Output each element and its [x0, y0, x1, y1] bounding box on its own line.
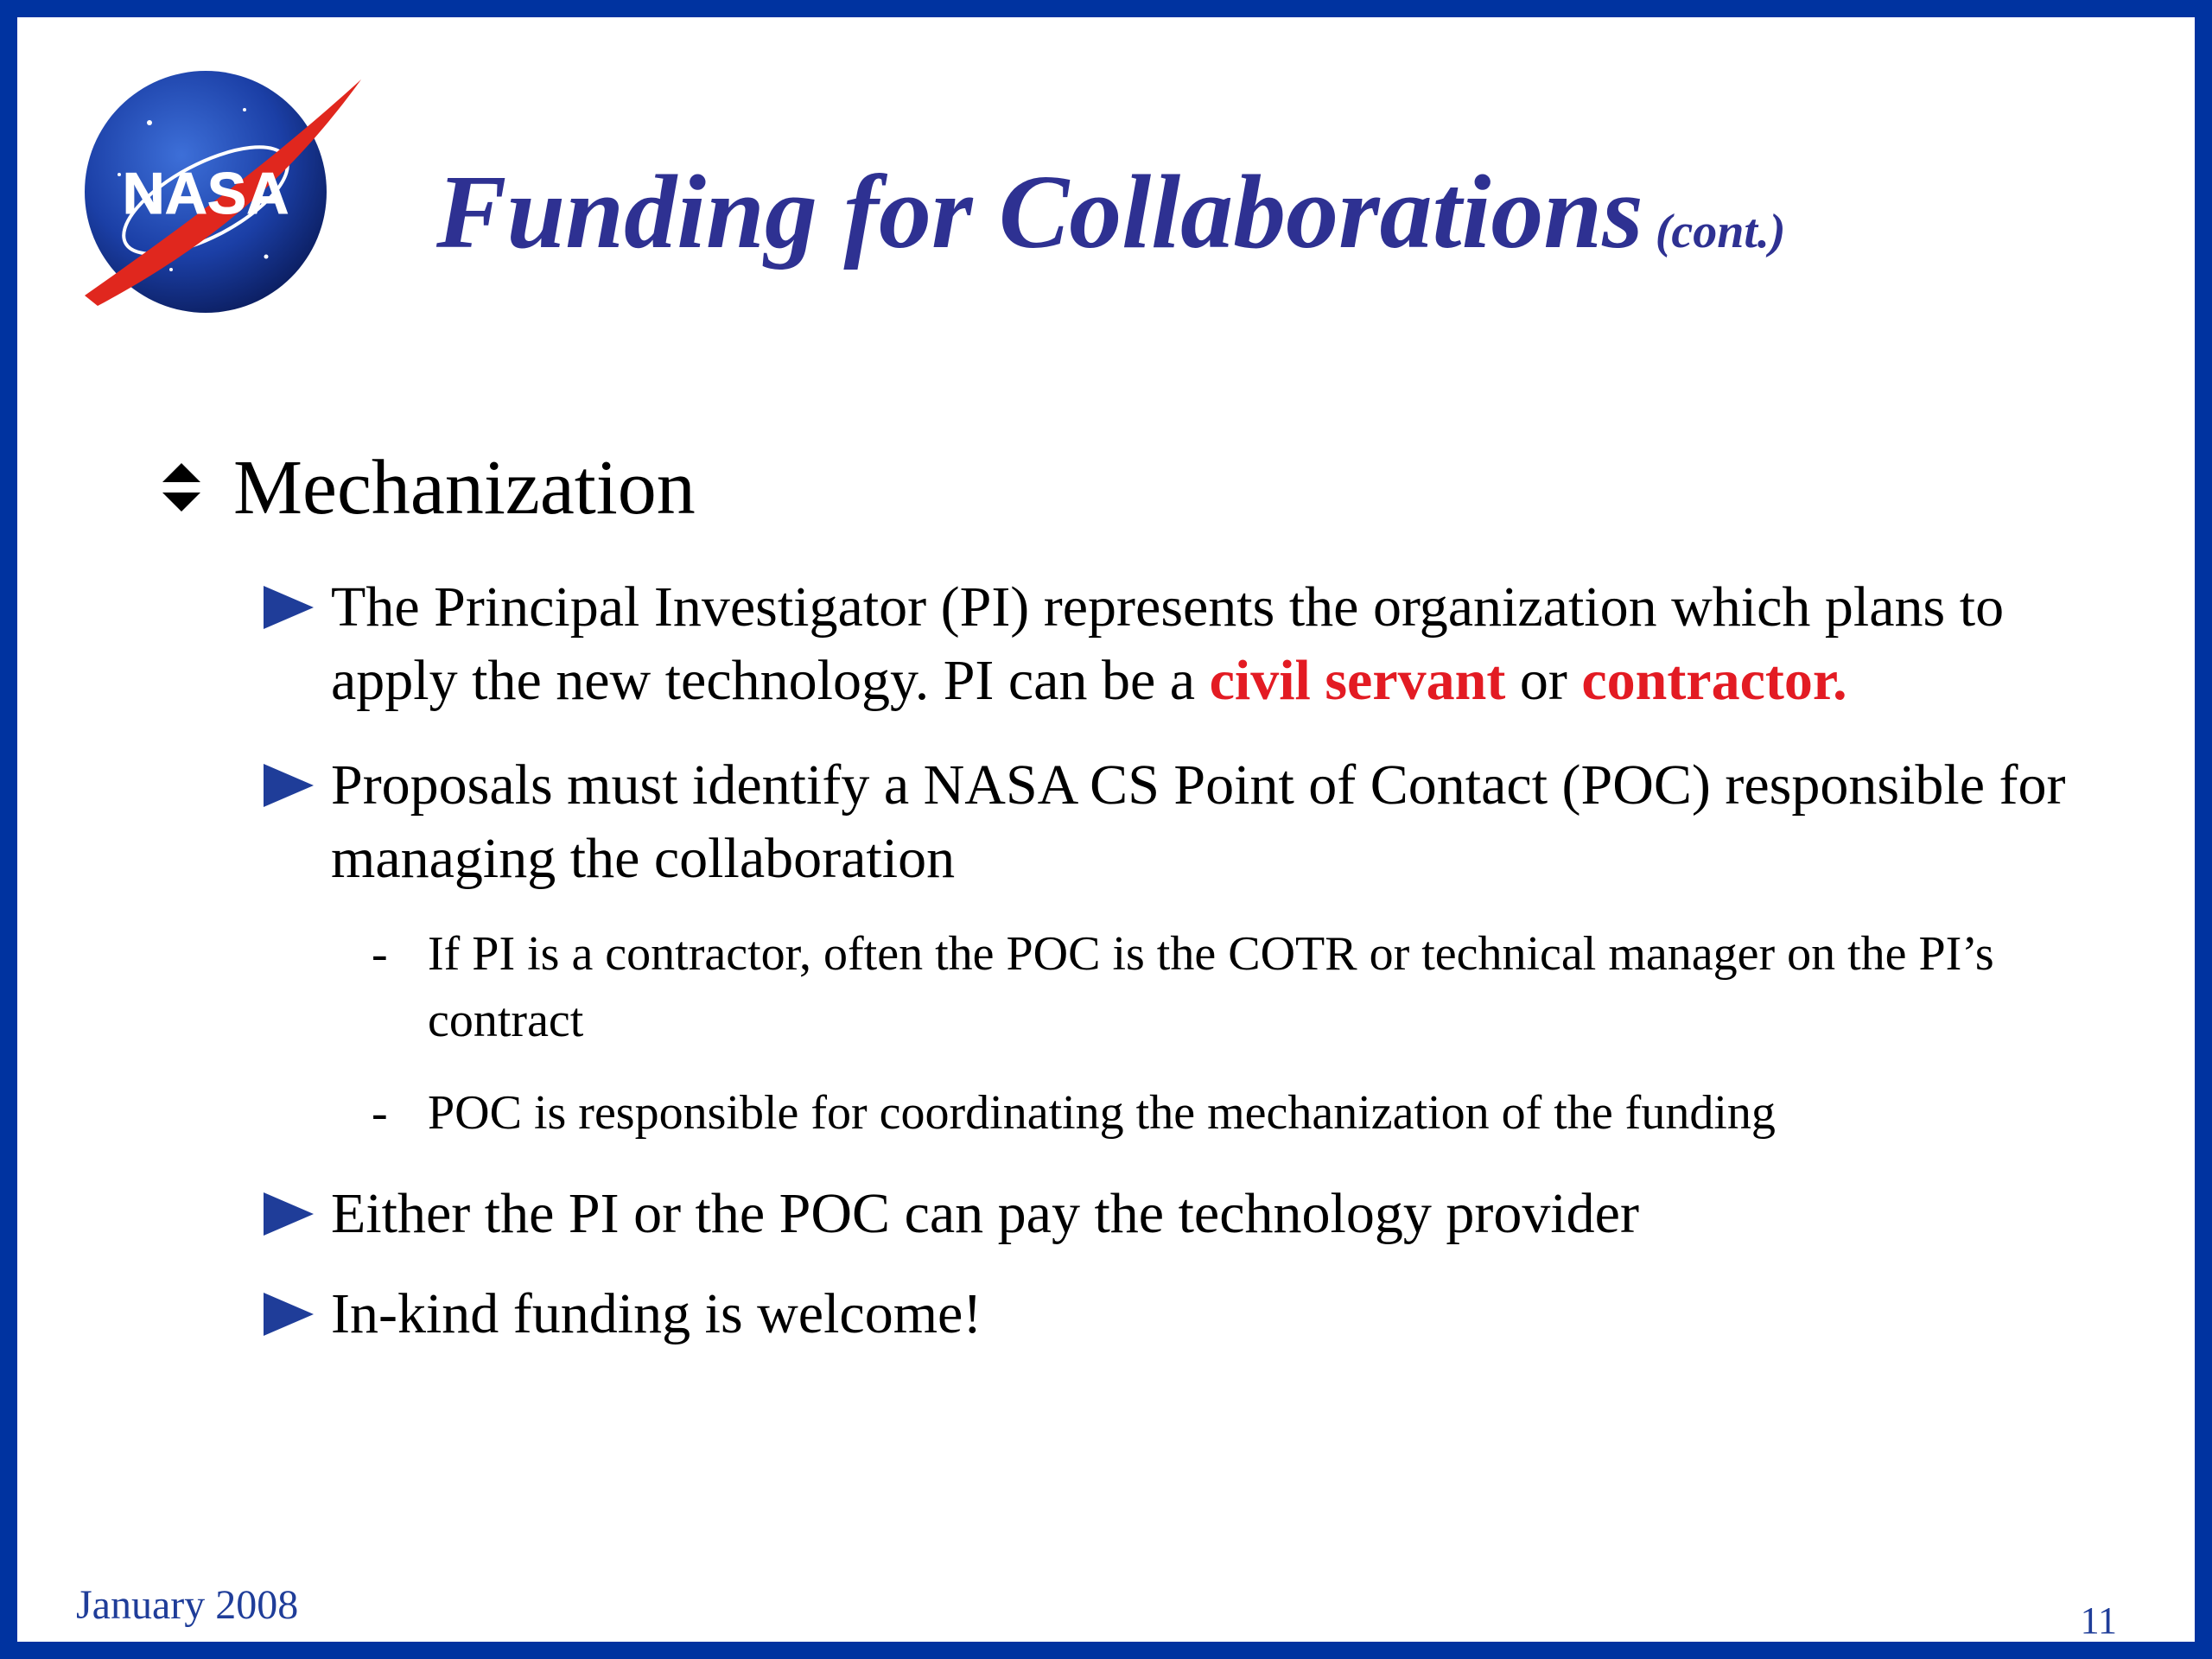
triangle-bullet-icon [264, 764, 315, 807]
dash-bullet: - [372, 1086, 388, 1140]
dash-bullet: - [372, 927, 388, 981]
bullet-pi-text-a: The Principal Investigator (PI) represents the organization which plans to apply the new technology. PI can be a [331, 575, 2005, 712]
bullet-poc-text: Proposals must identify a NASA CS Point of Contact (POC) responsible for managing the collaboration [331, 753, 2066, 890]
section-heading-text: Mechanization [233, 445, 696, 531]
triangle-bullet-icon [264, 586, 315, 629]
emphasis-civil-servant: civil servant [1209, 649, 1506, 712]
bullet-payment-text: Either the PI or the POC can pay the technology provider [331, 1182, 1639, 1245]
subbullet-poc-responsible-text: POC is responsible for coordinating the mechanization of the funding [428, 1086, 1776, 1140]
triangle-bullet-icon [264, 1293, 315, 1336]
title-main: Funding for Collaborations [436, 154, 1643, 270]
bullet-pi-text-b: or [1505, 649, 1582, 712]
bullet-in-kind-text: In-kind funding is welcome! [331, 1282, 982, 1345]
bullet-pi-period: . [1833, 649, 1847, 712]
nasa-logo [67, 71, 366, 315]
subbullet-contractor-text: If PI is a contractor, often the POC is the COTR or technical manager on the PI’s contract [428, 927, 1994, 1047]
bullet-pi-text [331, 570, 2111, 717]
emphasis-contractor: contractor [1581, 649, 1834, 712]
footer-date: January 2008 [76, 1582, 299, 1628]
slide-title [436, 154, 1786, 270]
double-triangle-icon [162, 463, 200, 512]
nasa-logo-text: NASA [122, 161, 289, 226]
triangle-bullet-icon [264, 1192, 315, 1236]
title-suffix: (cont.) [1655, 205, 1786, 258]
page-number: 11 [2080, 1599, 2117, 1642]
